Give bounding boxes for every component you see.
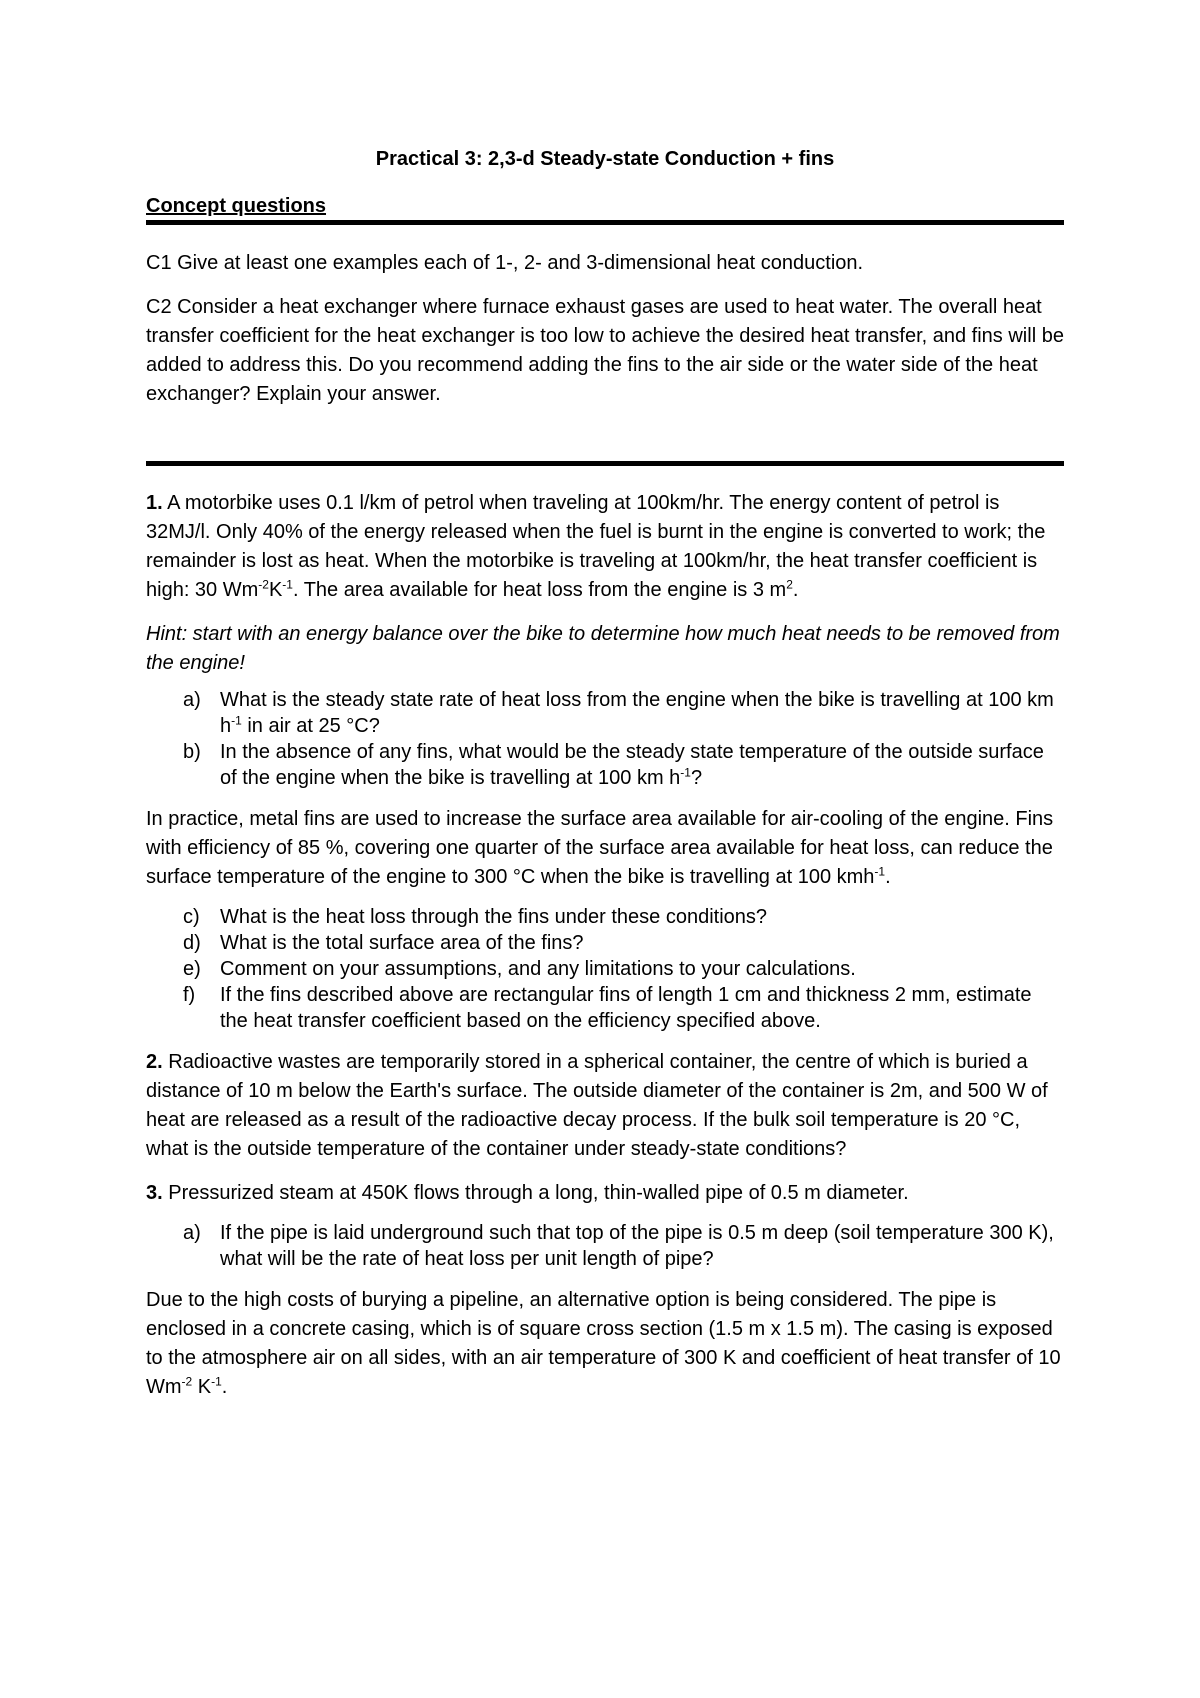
question-2	[146, 1048, 1064, 1164]
concept-question-c2: C2 Consider a heat exchanger where furnace exhaust gases are used to heat water. The overall heat transfer coefficient for the heat exchanger is too low to achieve the desired heat transfer, and fins will be added to address this. Do you recommend adding the fins to the air side or the water side of the heat exchanger? Explain your answer.	[146, 296, 1064, 405]
question-1-hint: Hint: start with an energy balance over the bike to determine how much heat needs to be removed from the engine!	[146, 623, 1060, 674]
list-item	[146, 930, 1064, 956]
list-item	[146, 1220, 1064, 1272]
list-item	[146, 982, 1064, 1034]
practice-exp: -1	[874, 864, 886, 879]
question-number: 3.	[146, 1182, 163, 1204]
item-label: c)	[183, 906, 200, 928]
q1-text-d: .	[792, 579, 799, 601]
item-label: a)	[183, 1222, 201, 1244]
question-1-parts-cf	[146, 904, 1064, 1034]
question-1-practice	[146, 805, 1064, 892]
q1-text-a: A motorbike uses 0.1 l/km of petrol when traveling at 100km/hr. The energy content of petrol is 32MJ/l. Only 40% of the energy released when the fuel is burnt in the engine is converted to work; the remainder is lost as heat. When the motorbike is traveling at 100km/hr, the heat transfer coefficient is high: 30 Wm	[146, 492, 1046, 601]
item-text: If the pipe is laid underground such that top of the pipe is 0.5 m deep (soil temperature 300 K), what will be the rate of heat loss per unit length of pipe?	[220, 1222, 1054, 1270]
item-label: e)	[183, 958, 201, 980]
q1-exp1: -2	[258, 577, 269, 592]
question-3-intro	[146, 1179, 1064, 1208]
heading-rule	[146, 220, 1064, 225]
practice-text: In practice, metal fins are used to increase the surface area available for air-cooling of the engine. Fins with efficiency of 85 %, covering one quarter of the surface area available for heat loss, can reduce the surface temperature of the engine to 300 °C when the bike is travelling at 100 kmh	[146, 808, 1054, 888]
item-exp: -1	[231, 713, 242, 728]
q1-exp2: -1	[282, 577, 293, 592]
list-item	[146, 739, 1064, 791]
due-text-3: .	[221, 1376, 228, 1398]
item-exp: -1	[680, 765, 691, 780]
item-text: What is the total surface area of the fins?	[220, 932, 584, 954]
concept-questions-heading: Concept questions	[146, 195, 327, 217]
list-item	[146, 904, 1064, 930]
question-number: 1.	[146, 492, 163, 514]
item-text: If the fins described above are rectangular fins of length 1 cm and thickness 2 mm, estimate the heat transfer coefficient based on the efficiency specified above.	[220, 984, 1032, 1032]
page-title: Practical 3: 2,3-d Steady-state Conduction + fins	[375, 148, 835, 170]
item-text-end: in air at 25 °C?	[241, 715, 380, 737]
due-text: Due to the high costs of burying a pipeline, an alternative option is being considered. The pipe is enclosed in a concrete casing, which is of square cross section (1.5 m x 1.5 m). The casing is exposed to the atmosphere air on all sides, with an air temperature of 300 K and coefficient of heat transfer of 10 Wm	[146, 1289, 1061, 1398]
q1-exp3: 2	[786, 577, 793, 592]
item-text: Comment on your assumptions, and any limitations to your calculations.	[220, 958, 856, 980]
item-label: b)	[183, 741, 201, 763]
due-exp1: -2	[181, 1374, 193, 1389]
section-divider-rule	[146, 461, 1064, 466]
document-page	[146, 146, 1064, 1402]
concept-question-c1: C1 Give at least one examples each of 1-, 2- and 3-dimensional heat conduction.	[146, 252, 864, 274]
q1-text-c: . The area available for heat loss from the engine is 3 m	[292, 579, 787, 601]
due-exp2: -1	[211, 1374, 222, 1389]
q2-text: Radioactive wastes are temporarily stored in a spherical container, the centre of which is buried a distance of 10 m below the Earth's surface. The outside diameter of the container is 2m, and 500 W of heat are released as a result of the radioactive decay process. If the bulk soil temperature is 20 °C, what is the outside temperature of the container under steady-state conditions?	[146, 1051, 1048, 1160]
question-3-parts	[146, 1220, 1064, 1272]
practice-text-end: .	[885, 866, 891, 888]
list-item	[146, 956, 1064, 982]
item-label: a)	[183, 689, 201, 711]
question-3-alternative	[146, 1286, 1064, 1402]
item-text: What is the heat loss through the fins under these conditions?	[220, 906, 768, 928]
list-item	[146, 687, 1064, 739]
q3-text: Pressurized steam at 450K flows through a long, thin-walled pipe of 0.5 m diameter.	[162, 1182, 909, 1204]
q1-text-b: K	[268, 579, 283, 601]
question-1-parts-ab	[146, 687, 1064, 791]
item-label: d)	[183, 932, 201, 954]
item-text: What is the steady state rate of heat loss from the engine when the bike is travelling at 100 km h	[220, 689, 1054, 737]
due-text-2: K	[192, 1376, 212, 1398]
question-number: 2.	[146, 1051, 163, 1073]
question-1-intro	[146, 489, 1064, 605]
item-text-end: ?	[690, 767, 703, 789]
item-text: In the absence of any fins, what would be the steady state temperature of the outside surface of the engine when the bike is travelling at 100 km h	[220, 741, 1044, 789]
item-label: f)	[183, 984, 196, 1006]
